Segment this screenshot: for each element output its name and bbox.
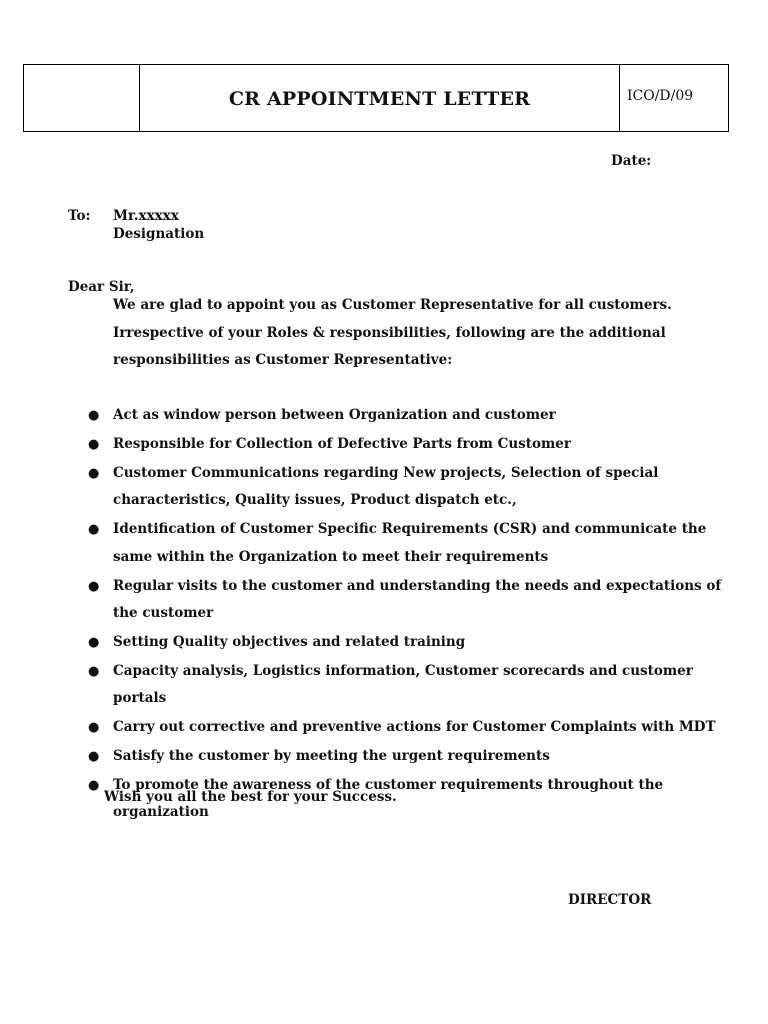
doc-code-cell xyxy=(620,65,728,131)
list-item: ● Act as window person between Organization and customer xyxy=(0,402,768,429)
bullet-icon: ● xyxy=(88,408,100,423)
bullet-icon: ● xyxy=(88,436,100,452)
bullet-icon: ● xyxy=(88,749,100,765)
list-item: ● Customer Communications regarding New projects, Selection of special characteristics, Quality issues, Product dispatch etc., xyxy=(0,460,768,515)
recipient-name: Mr.xxxxx xyxy=(113,208,179,224)
document-title: CR APPOINTMENT LETTER xyxy=(228,88,531,110)
bullet-icon: ● xyxy=(88,578,100,594)
bullet-icon: ● xyxy=(88,663,100,679)
list-item: ● Carry out corrective and preventive actions for Customer Complaints with MDT xyxy=(0,714,768,741)
list-item: ● Responsible for Collection of Defective Parts from Customer xyxy=(0,431,768,458)
closing-line: Wish you all the best for your Success. xyxy=(104,789,397,805)
list-item: ● To promote the awareness of the customer requirements throughout the organization xyxy=(0,772,768,827)
date-label: Date: xyxy=(611,153,652,169)
bullet-icon: ● xyxy=(88,634,100,650)
list-item: ● Regular visits to the customer and understanding the needs and expectations of the customer xyxy=(0,573,768,628)
list-item: ● Capacity analysis, Logistics information, Customer scorecards and customer portals xyxy=(0,658,768,713)
signatory: DIRECTOR xyxy=(568,892,652,908)
to-label: To: xyxy=(68,208,91,224)
list-item: ● Setting Quality objectives and related training xyxy=(0,629,768,656)
header-table xyxy=(23,64,729,132)
document-code: ICO/D/09 xyxy=(627,88,694,104)
title-cell xyxy=(140,65,620,131)
intro-paragraph: We are glad to appoint you as Customer Representative for all customers. Irrespective of your Roles & responsibilities, following are the additional responsibilities as Customer Representative: xyxy=(113,297,672,368)
bullet-icon: ● xyxy=(88,465,100,481)
responsibilities-list xyxy=(0,402,768,827)
recipient-designation: Designation xyxy=(113,226,205,242)
bullet-icon: ● xyxy=(88,720,100,736)
bullet-icon: ● xyxy=(88,522,100,538)
bullet-icon: ● xyxy=(88,778,100,794)
list-item: ● Satisfy the customer by meeting the urgent requirements xyxy=(0,743,768,770)
logo-cell xyxy=(24,65,140,131)
salutation: Dear Sir, xyxy=(68,279,135,295)
list-item: ● Identification of Customer Specific Requirements (CSR) and communicate the same within the Organization to meet their requirements xyxy=(0,516,768,571)
